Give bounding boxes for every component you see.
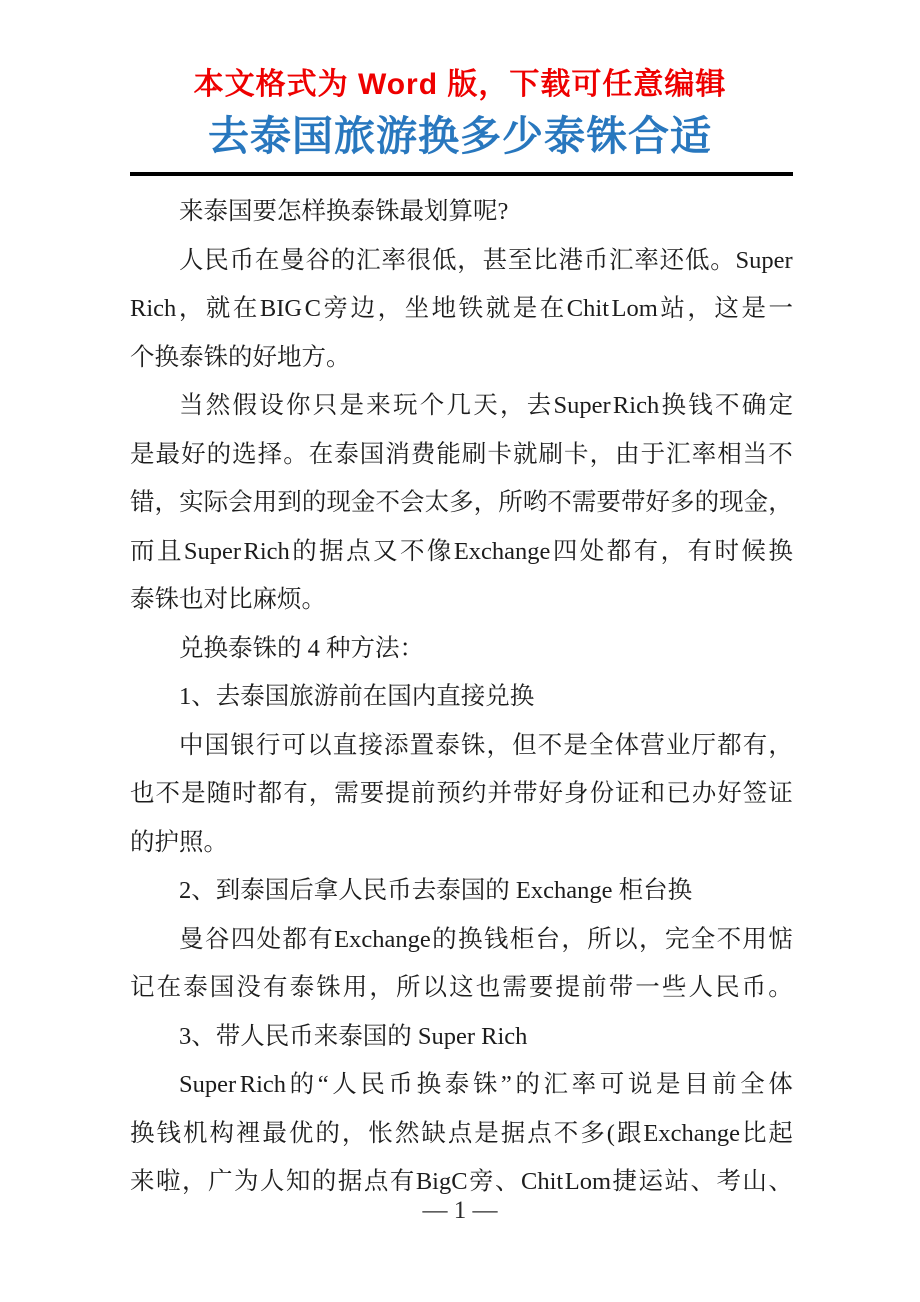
paragraph-line: 来 啦 ， 广 为 人 知 的 据 点 有 BigC 旁 、 Chit Lom 捷 运 站 、 考 山 、 bbox=[130, 1168, 793, 1195]
paragraph-line: 1、去泰国旅游前在国内直接兑换 bbox=[179, 683, 535, 710]
paragraph-line: 换 钱 机 构 裡 最 优 的 ， 怅 然 缺 点 是 据 点 不 多 ( 跟 Exchange 比 起 bbox=[130, 1119, 793, 1147]
paragraph-line: 3、带人民币来泰国的 Super Rich bbox=[179, 1022, 528, 1050]
paragraph-line: 泰铢也对比麻烦。 bbox=[130, 586, 326, 613]
paragraph-line: 错 ， 实 际 会 用 到 的 现 金 不 会 太 多 ， 所 哟 不 需 要 带 好 多 的 现 金 ， bbox=[130, 489, 793, 516]
paragraph-line: Super Rich 的 “ 人 民 币 换 泰 铢 ” 的 汇 率 可 说 是 目 前 全 体 bbox=[179, 1071, 793, 1098]
paragraph-line: 2、到泰国后拿人民币去泰国的 Exchange 柜台换 bbox=[179, 877, 693, 904]
paragraph-line: 曼 谷 四 处 都 有 Exchange 的 换 钱 柜 台 ， 所 以 ， 完 全 不 用 惦 bbox=[179, 925, 793, 953]
paragraph-line: 当 然 假 设 你 只 是 来 玩 个 几 天 ， 去 Super Rich 换 钱 不 确 定 bbox=[179, 392, 793, 419]
paragraph-line: 来泰国要怎样换泰铢最划算呢? bbox=[179, 198, 509, 225]
paragraph-line: 也 不 是 随 时 都 有 ， 需 要 提 前 预 约 并 带 好 身 份 证 和 已 办 好 签 证 bbox=[130, 780, 793, 807]
paragraph-line: 记 在 泰 国 没 有 泰 铢 用 ， 所 以 这 也 需 要 提 前 带 一 些 人 民 币 。 bbox=[130, 974, 793, 1001]
page-title: 去泰国旅游换多少泰铢合适 bbox=[208, 113, 712, 159]
paragraph-line: 的护照。 bbox=[130, 828, 228, 856]
document-body bbox=[130, 188, 793, 1207]
paragraph-line: 而 且 Super Rich 的 据 点 又 不 像 Exchange 四 处 都 有 ， 有 时 候 换 bbox=[130, 537, 793, 565]
paragraph-line: Rich ， 就 在 BIG C 旁 边 ， 坐 地 铁 就 是 在 Chit Lom 站 ， 这 是 一 bbox=[130, 295, 793, 322]
paragraph-line: 人 民 币 在 曼 谷 的 汇 率 很 低 ， 甚 至 比 港 币 汇 率 还 低 。 Super bbox=[179, 246, 793, 274]
paragraph-line: 中 国 银 行 可 以 直 接 添 置 泰 铢 ， 但 不 是 全 体 营 业 厅 都 有 ， bbox=[179, 731, 793, 759]
paragraph-line: 兑换泰铢的 4 种方法： bbox=[179, 634, 424, 662]
paragraph-line: 个换泰铢的好地方。 bbox=[130, 343, 351, 371]
page-number: — 1 — bbox=[422, 1197, 498, 1224]
format-notice: 本文格式为 Word 版，下载可任意编辑 bbox=[193, 68, 727, 101]
paragraph-line: 是 最 好 的 选 择 。 在 泰 国 消 费 能 刷 卡 就 刷 卡 ， 由 于 汇 率 相 当 不 bbox=[130, 440, 793, 468]
title-underline-rule bbox=[130, 172, 793, 176]
